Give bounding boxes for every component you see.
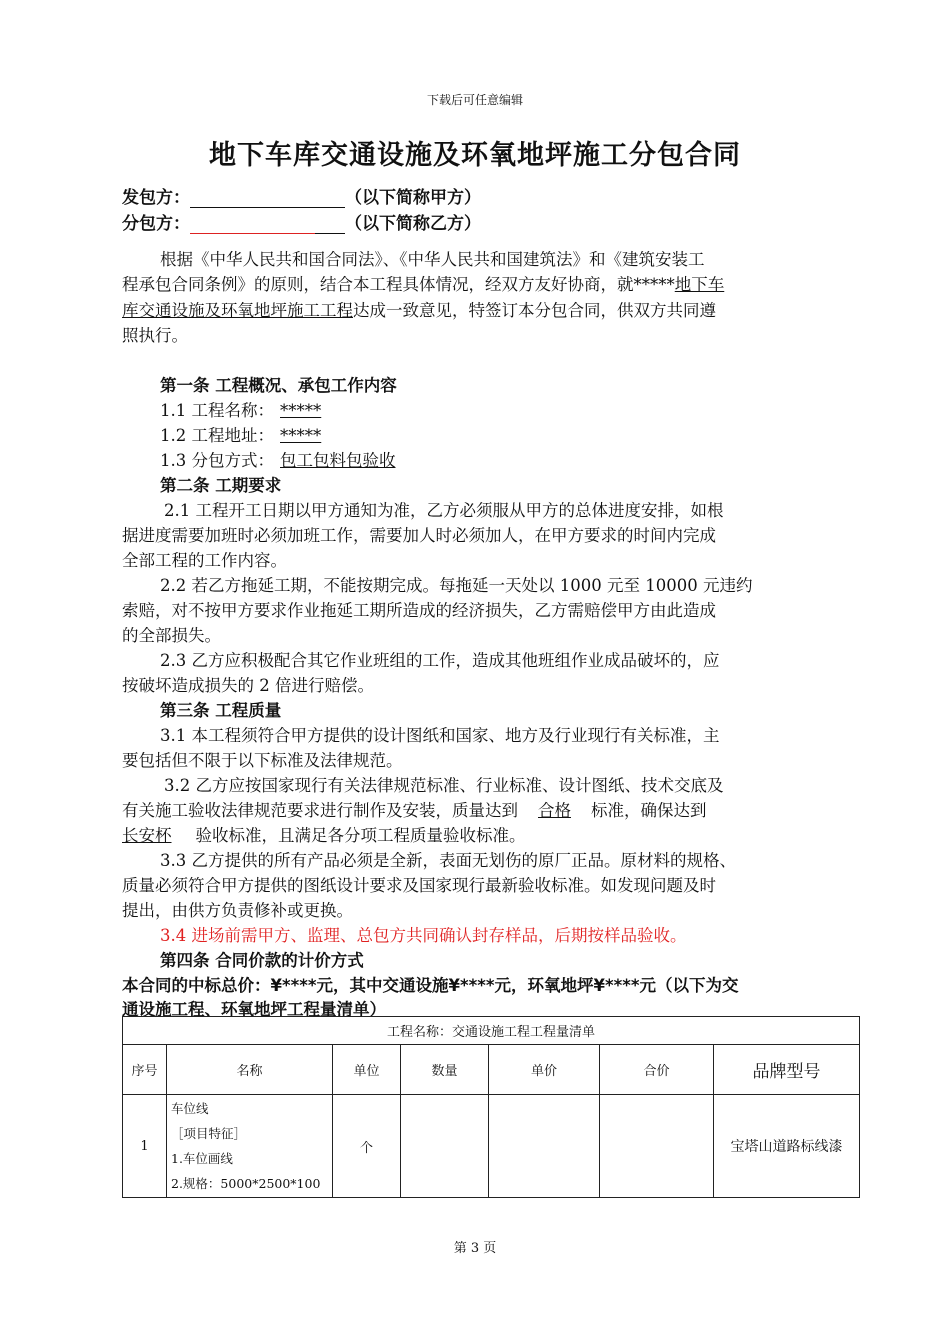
item-3-3-l3: 提出，由供方负责修补或更换。 [122,901,353,920]
item-1-2-label: 1.2 工程地址： [160,426,274,445]
item-3-1-l1: 3.1 本工程须符合甲方提供的设计图纸和国家、地方及行业现行有关标准，主 [160,726,720,745]
page-number: 第 3 页 [453,1241,497,1256]
item-3-3-l2: 质量必须符合甲方提供的图纸设计要求及国家现行最新验收标准。如发现问题及时 [122,876,716,895]
item-2-3-l1: 2.3 乙方应积极配合其它作业班组的工作，造成其他班组作业成品破坏的，应 [160,651,720,670]
table-caption: 工程名称：交通设施工程工程量清单 [123,1017,860,1045]
row-name-line: 2.规格：5000*2500*100 [171,1176,321,1191]
table-header-row [123,1045,860,1095]
item-3-2-l2 [122,797,707,821]
employer-label: 发包方： [122,188,190,208]
item-1-1 [160,397,335,421]
item-1-3 [160,447,396,471]
row-no: 1 [123,1095,167,1198]
document-title: 地下车库交通设施及环氧地坪施工分包合同 [209,140,741,171]
item-3-2-l2-text: 有关施工验收法律规范要求进行制作及安装，质量达到 [122,801,518,820]
row-unit: 个 [333,1095,401,1198]
employer-suffix: （以下简称甲方） [345,188,481,208]
item-3-2-l2-tail: 标准，确保达到 [591,801,707,820]
quality-grade-text: 合格 [538,801,571,820]
award-standard: 长安杯 [122,826,172,845]
intro-line-2 [122,271,724,295]
item-1-2-value: ***** [280,426,322,445]
col-header: 单位 [333,1045,401,1095]
subcontractor-label: 分包方： [122,214,190,234]
article-2-heading: 第二条 工期要求 [160,476,282,495]
item-3-2-l1: 3.2 乙方应按国家现行有关法律规范标准、行业标准、设计图纸、技术交底及 [164,776,724,795]
row-name-line: 1.车位画线 [171,1151,233,1166]
col-header: 合价 [600,1045,714,1095]
subcontractor-blank-red[interactable] [190,216,315,234]
item-1-1-value: ***** [280,401,322,420]
intro-line-3 [122,297,716,321]
table-row [123,1095,860,1198]
item-2-1-l1: 2.1 工程开工日期以甲方通知为准，乙方必须服从甲方的总体进度安排，如根 [164,501,724,520]
intro-line-4: 照执行。 [122,326,188,345]
item-3-2-l3-text: 验收标准，且满足各分项工程质量验收标准。 [195,826,526,845]
item-3-4-red-note: 3.4 进场前需甲方、监理、总包方共同确认封存样品，后期按样品验收。 [160,926,687,945]
row-name [167,1095,333,1198]
item-3-2-l3 [122,822,526,846]
quantity-table [122,1016,860,1198]
row-total [600,1095,714,1198]
contract-total-l1: 本合同的中标总价：¥****元，其中交通设施¥****元，环氧地坪¥****元（以下为交 [122,976,739,995]
col-header: 品牌型号 [714,1045,860,1095]
row-price [489,1095,600,1198]
item-3-3-l1: 3.3 乙方提供的所有产品必须是全新，表面无划伤的原厂正品。原材料的规格、 [160,851,736,870]
item-1-3-value: 包工包料包验收 [280,451,396,470]
item-2-2-l2: 索赔，对不按甲方要求作业拖延工期所造成的经济损失，乙方需赔偿甲方由此造成 [122,601,716,620]
row-brand: 宝塔山道路标线漆 [714,1095,860,1198]
contract-total-l2: 通设施工程、环氧地坪工程量清单） [122,1000,386,1019]
col-header: 序号 [123,1045,167,1095]
row-name-line: ［项目特征］ [171,1126,247,1141]
project-name-underline-b: 库交通设施及环氧地坪施工工程 [122,301,353,320]
subcontractor-line [122,209,481,234]
item-1-1-label: 1.1 工程名称： [160,401,274,420]
col-header: 单价 [489,1045,600,1095]
item-2-1-l2: 据进度需要加班时必须加班工作，需要加人时必须加人，在甲方要求的时间内完成 [122,526,716,545]
subcontractor-suffix: （以下简称乙方） [345,214,481,234]
item-2-2-l1: 2.2 若乙方拖延工期，不能按期完成。每拖延一天处以 1000 元至 10000 元违约 [160,576,753,595]
item-1-2 [160,422,335,446]
quality-grade [518,801,591,820]
employer-line [122,183,481,208]
row-qty [401,1095,489,1198]
intro-line-3-text: 达成一致意见，特签订本分包合同，供双方共同遵 [353,301,716,320]
article-1-heading: 第一条 工程概况、承包工作内容 [160,376,397,395]
col-header: 名称 [167,1045,333,1095]
item-3-1-l2: 要包括但不限于以下标准及法律规范。 [122,751,403,770]
item-1-3-label: 1.3 分包方式： [160,451,274,470]
article-3-heading: 第三条 工程质量 [160,701,282,720]
item-2-3-l2: 按破坏造成损失的 2 倍进行赔偿。 [122,676,374,695]
project-name-underline-a: 地下车 [674,275,725,294]
row-name-line: 车位线 [171,1101,209,1116]
employer-blank[interactable] [190,190,345,208]
article-4-heading: 第四条 合同价款的计价方式 [160,951,364,970]
subcontractor-blank[interactable] [315,216,345,234]
intro-line-1: 根据《中华人民共和国合同法》、《中华人民共和国建筑法》和《建筑安装工 [160,250,705,269]
item-2-2-l3: 的全部损失。 [122,626,221,645]
page-header: 下载后可任意编辑 [426,93,523,107]
intro-line-2-text: 程承包合同条例》的原则，结合本工程具体情况，经双方友好协商，就***** [122,275,675,294]
col-header: 数量 [401,1045,489,1095]
item-2-1-l3: 全部工程的工作内容。 [122,551,287,570]
